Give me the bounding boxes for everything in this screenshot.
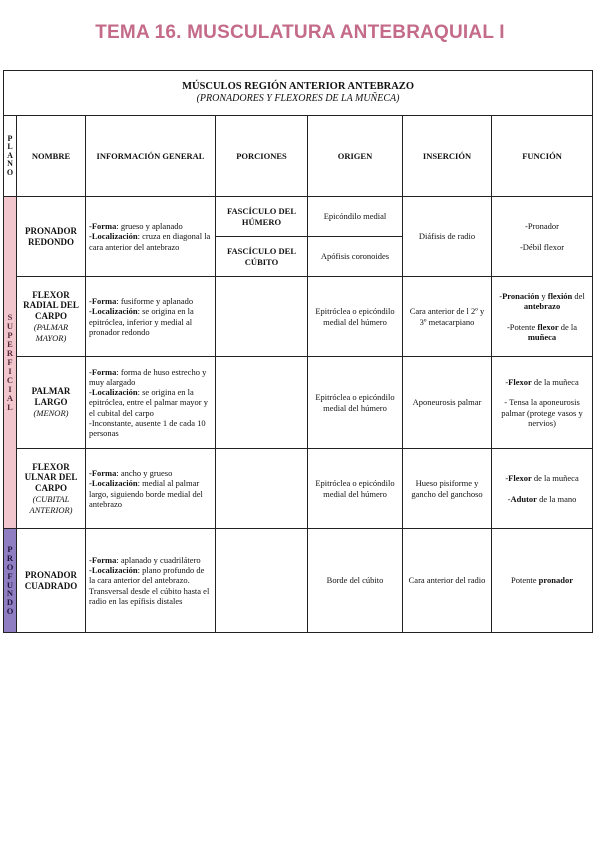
porciones-empty xyxy=(216,449,308,529)
insercion: Cara anterior de l 2º y 3º metacarpiano xyxy=(403,277,492,357)
porciones-empty xyxy=(216,277,308,357)
column-header-porciones: PORCIONES xyxy=(216,116,308,197)
insercion: Cara anterior del radio xyxy=(403,529,492,633)
muscle-name: FLEXOR ULNAR DEL CARPO (CUBITAL ANTERIOR) xyxy=(17,449,86,529)
column-header-funcion: FUNCIÓN xyxy=(492,116,593,197)
funcion: -Flexor de la muñeca - Tensa la aponeurosis palmar (protege vasos y nervios) xyxy=(492,357,593,449)
insercion: Aponeurosis palmar xyxy=(403,357,492,449)
funcion: -Pronador -Débil flexor xyxy=(492,197,593,277)
muscle-info: -Forma: forma de huso estrecho y muy alargado -Localización: se origina en la epitróclea, entre el palmar mayor y el cubital del carpo -Inconstante, ausente 1 de cada 10 personas xyxy=(86,357,216,449)
column-header-insercion: INSERCIÓN xyxy=(403,116,492,197)
plano-label: P L A N O xyxy=(6,134,14,177)
profundo-text: P R O F U N D O xyxy=(6,543,14,617)
muscle-name: FLEXOR RADIAL DEL CARPO (PALMAR MAYOR) xyxy=(17,277,86,357)
origen: Epitróclea o epicóndilo medial del húmero xyxy=(308,277,403,357)
porciones-empty xyxy=(216,357,308,449)
porciones-empty xyxy=(216,529,308,633)
column-header-plano xyxy=(4,116,17,197)
muscle-info: -Forma: grueso y aplanado -Localización: cruza en diagonal la cara anterior del antebrazo xyxy=(86,197,216,277)
column-header-info: INFORMACIÓN GENERAL xyxy=(86,116,216,197)
table-heading: MÚSCULOS REGIÓN ANTERIOR ANTEBRAZO xyxy=(182,80,414,92)
insercion: Diáfisis de radio xyxy=(403,197,492,277)
origen: Borde del cúbito xyxy=(308,529,403,633)
muscle-name: PRONADOR REDONDO xyxy=(17,197,86,277)
superficial-label xyxy=(4,197,17,529)
column-header-nombre: NOMBRE xyxy=(17,116,86,197)
funcion: -Flexor de la muñeca -Adutor de la mano xyxy=(492,449,593,529)
origen: Epitróclea o epicóndilo medial del húmero xyxy=(308,357,403,449)
muscle-info: -Forma: ancho y grueso -Localización: medial al palmar largo, siguiendo borde medial del antebrazo xyxy=(86,449,216,529)
origen: Epitróclea o epicóndilo medial del húmero xyxy=(308,449,403,529)
muscles-table xyxy=(3,70,593,633)
funcion: Potente pronador xyxy=(492,529,593,633)
muscle-info: -Forma: fusiforme y aplanado -Localización: se origina en la epitróclea, inferior y medial al pronador redondo xyxy=(86,277,216,357)
superficial-text: S U P E R F I C I A L xyxy=(6,312,14,412)
origen-cubito: Apófisis coronoides xyxy=(308,237,403,277)
funcion: -Pronación y flexión del antebrazo -Potente flexor de la muñeca xyxy=(492,277,593,357)
profundo-label xyxy=(4,529,17,633)
page-title: TEMA 16. MUSCULATURA ANTEBRAQUIAL I xyxy=(95,22,505,43)
porcion-humero: FASCÍCULO DEL HÚMERO xyxy=(216,197,308,237)
insercion: Hueso pisiforme y gancho del ganchoso xyxy=(403,449,492,529)
muscle-info: -Forma: aplanado y cuadrilátero -Localización: plano profundo de la cara anterior del antebrazo. Transversal desde el cúbito hasta el radio en las epífisis distales xyxy=(86,529,216,633)
table-subheading: (PRONADORES Y FLEXORES DE LA MUÑECA) xyxy=(196,93,400,105)
muscle-name: PALMAR LARGO (MENOR) xyxy=(17,357,86,449)
table-header xyxy=(4,71,593,116)
muscle-name: PRONADOR CUADRADO xyxy=(17,529,86,633)
origen-humero: Epicóndilo medial xyxy=(308,197,403,237)
column-header-origen: ORIGEN xyxy=(308,116,403,197)
porcion-cubito: FASCÍCULO DEL CÚBITO xyxy=(216,237,308,277)
